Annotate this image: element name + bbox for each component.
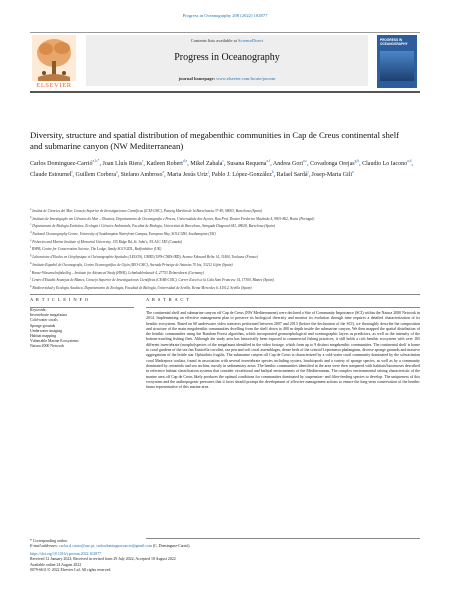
author-name[interactable]: Susana Requena (226, 161, 267, 167)
received-dates: Received 12 January 2022; Received in revised form 29 July 2022; Accepted 18 August 2022 (30, 557, 176, 562)
affiliation-item (30, 207, 422, 215)
affiliation-marker: h (30, 260, 32, 265)
publication-info (30, 552, 420, 573)
article-title: Diversity, structure and spatial distribution of megabenthic communities in Cap de Creus continental shelf and submarine canyon (NW Mediterranean) (30, 130, 400, 151)
keyword-item: Cold-water corals (30, 318, 58, 323)
affiliation-item (30, 253, 422, 261)
keyword-item: Vulnerable Marine Ecosystems (30, 339, 79, 344)
author-name[interactable]: Josep-Maria Gili (311, 172, 352, 179)
keyword-item: Habitat mapping (30, 334, 57, 339)
affiliation-item (30, 222, 422, 230)
affiliation-text: Laboratoire d'Etudes en Géophysique et Océanographie Spatiales (LEGOS), UMR5 (UPS-CNRS-IRD), Avenue Edouard Belin 14, 31400, Toulouse (France) (31, 255, 259, 260)
affiliation-item (30, 269, 422, 277)
keyword-item: Underwater imaging (30, 328, 63, 333)
author-name[interactable]: Claude Estournel (30, 172, 72, 179)
affiliation-item (30, 245, 422, 253)
affiliation-text: Hanse-Wissenschaftskolleg – Institute for Advanced Study (HWK), Lehmkuhlenbusch 4, 27753 Delmenhorst (Germany) (30, 270, 204, 275)
affiliation-text: Institut de Ciències del Mar, Consejo Superior de Investigaciones Científicas (ICM-CSIC), Passeig Marítim de la Barceloneta 37-49, 08003, Barcelona (Spain) (31, 209, 263, 214)
affiliation-text: Biodiversidad y Ecología Acuática, Departamento de Zoología, Facultad de Biología, Universidad de Sevilla, Reina Mercedes 6, 41012, Sevilla (Spain) (31, 286, 252, 291)
author-name[interactable]: Maria Jesús Uriz (167, 172, 208, 179)
affiliation-text: Departament de Biologia Evolutiva, Ecologia i Ciències Ambientals, Facultat de Biologia, Universitat de Barcelona, Avinguda Diagonal 643, 08028, Barcelona (Spain) (31, 224, 275, 229)
affiliation-text: RSPB, Centre for Conservation Science, The Lodge, Sandy SG19 2DL, Bedfordshire (UK) (31, 247, 162, 252)
author-name[interactable]: Carlos Dominguez-Carrió (30, 161, 93, 167)
journal-name: Progress in Oceanography (174, 52, 280, 63)
corresponding-author-note: * Corresponding author. (30, 539, 68, 543)
journal-reference-line[interactable]: Progress in Oceanography 208 (2022) 102877 (182, 13, 268, 18)
affiliation-marker: f (30, 245, 31, 250)
contents-line (86, 38, 368, 43)
affiliation-marker: b (30, 214, 32, 219)
doi-link[interactable]: https://doi.org/10.1016/j.pocean.2022.102877 (30, 552, 102, 556)
affiliation-marker: e (30, 237, 32, 242)
author-name[interactable]: Pablo J. López-González (211, 172, 272, 179)
author-list: Carlos Dominguez-Carrió$^{a,b,*}$, Joan Lluís Riera$^c$, Katleen Robert$^{d,e}$, Mikel Zabala$^c$, Susana Requena$^{a,f}$, Andrea Gori$^{a,c}$, Covadonga Orejas$^{g,h}$, Claudio Lo Iacono$^{a,d}$, Claude Estournel$^i$, Guillem Corbera$^a$, Stefano Ambroso$^a$, Maria Jesús Uriz$^j$, Pablo J. López-González$^k$, Rafael Sardá$^j$, Josep-Maria Gili$^a$ (30, 159, 413, 179)
homepage-link[interactable]: www.elsevier.com/locate/pocean (216, 76, 276, 81)
author-name[interactable]: Rafael Sardá (276, 172, 308, 179)
email-owner: (C. Dominguez-Carrió). (151, 544, 191, 549)
homepage-label: journal homepage: (178, 76, 217, 81)
affiliation-marker: c (30, 222, 32, 227)
author-name[interactable]: Stefano Ambroso (120, 172, 163, 179)
affiliation-list (30, 207, 422, 292)
affiliation-text: Instituto Español de Oceanografía, Centro Oceanográfico de Gijón (IEO-CSIC), Avenida Príncipe de Asturias 70 bis, 33212 Gijón (Spain) (31, 263, 233, 267)
sciencedirect-link[interactable]: ScienceDirect (238, 38, 264, 43)
affiliation-item (30, 215, 422, 223)
author-affiliation-marker[interactable]: a,d (407, 159, 412, 163)
affiliation-text: Centre d'Estudis Avançats de Blanes, Consejo Superior de Investigaciones Científicas (CEAB-CSIC), Carrer d'accés a la Cala Sant Francesc 14, 17300, Blanes (Spain) (30, 278, 274, 283)
author-affiliation-marker[interactable]: i (71, 170, 73, 175)
journal-cover-thumbnail[interactable] (377, 35, 417, 88)
footnotes (30, 539, 420, 550)
author-affiliation-marker[interactable]: j (307, 170, 309, 175)
author-affiliation-marker[interactable]: a (116, 170, 118, 175)
affiliation-text: Fisheries and Marine Institute of Memorial University, 155 Ridge Rd, St. John's, NL A1C 5R3 (Canada) (31, 239, 183, 244)
author-affiliation-marker[interactable]: a,c (303, 159, 308, 163)
author-affiliation-marker[interactable]: k (271, 170, 274, 175)
affiliation-item (30, 276, 422, 284)
affiliation-marker: k (30, 283, 32, 288)
keywords-list (30, 313, 134, 349)
journal-title-panel (86, 35, 368, 86)
keywords-box (30, 308, 134, 350)
journal-header (30, 32, 420, 93)
homepage-line (86, 76, 368, 81)
affiliation-item (30, 284, 422, 292)
section-divider (30, 294, 420, 295)
author-affiliation-marker[interactable]: j (207, 170, 209, 175)
author-affiliation-marker[interactable]: a,b,* (92, 159, 100, 163)
author-affiliation-marker[interactable]: a (352, 170, 354, 175)
cover-title: PROGRESS IN OCEANOGRAPHY (380, 38, 408, 46)
abstract-divider-top (146, 307, 420, 308)
affiliation-marker: g (30, 253, 32, 258)
affiliation-marker: j (30, 276, 31, 281)
author-name[interactable]: Guillem Corbera (75, 172, 116, 179)
abstract-heading: A B S T R A C T (146, 297, 190, 302)
email-label: E-mail addresses: (30, 544, 60, 549)
affiliation-item (30, 230, 422, 238)
abstract-text: The continental shelf and submarine canyon off Cap de Creus (NW Mediterranean) were declared a Site of Community Importance (SCI) within the Natura 2000 Network in 2014. Implementing an effective management plan to preserve its biological diversity and monitor its evolution through time requires a detailed characterization of its benthic ecosystem. Based on 60 underwater video transects performed between 2007 and 2013 (before the declaration of the SCI), we thoroughly describe the composition and structure of the main megabenthic communities dwelling from the shelf down to 400 m depth inside the submarine canyon. We then mapped the spatial distribution of the benthic communities using the Random Forest algorithm, which incorporated geomorphological and oceanographic layers as predictors, as well as the intensity of the bottom-trawling fishing fleet. Although the study area has historically been exposed to commercial fishing practices, it still holds a rich benthic ecosystem with over 165 different invertebrate (morpho)species of the megafauna identified in the video footage, which form up to 9 distinct megabenthic communities. The continental shelf is home to coral gardens of the sea fan Eunicella cavolini, sea pen and soft coral assemblages, dense beds of the crinoid Leptometra phalangium, diverse sponge grounds and massive aggregations of the brittle star Ophiothrix fragilis. The submarine canyon off Cap de Creus is characterized by a cold-water coral community dominated by the scleractinian coral Madrepora oculata, found in association with several invertebrate species including oysters, brachiopods and a variety of sponge species, as well as by a community dominated by ceriantids and sea urchins, mostly in sedimentary areas. The benthic communities identified in the area were then compared with habitats/biocenoses described in reference habitat classification systems that consider circalittoral and bathyal environments of the Mediterranean. The complex environmental setting characteristic of the marine area off Cap de Creus likely produces the optimal conditions for communities dominated by suspension- and filter-feeding species to develop. The uniqueness of this ecosystem and the anthropogenic pressures that it faces should prompt the development of effective management actions to ensure the long-term conservation of the benthic fauna representative of this marine area. (146, 310, 420, 390)
affiliation-text: Instituto de Investigação em Ciências do Mar – Okeanos, Departamento de Oceanografia e Pescas, Universidade dos Açores, Rua Prof. Doutor Frederico Machado 4, 9901-862, Horta (Portugal) (31, 216, 315, 221)
author-name[interactable]: Andrea Gori (272, 161, 304, 167)
author-affiliation-marker[interactable]: a (162, 170, 165, 175)
author-affiliation-marker[interactable]: c (222, 159, 224, 163)
keywords-title: Keywords: (30, 308, 47, 312)
affiliation-marker: i (30, 268, 31, 273)
author-name[interactable]: Joan Lluís Riera (102, 161, 142, 167)
available-online: Available online 24 August 2022 (30, 562, 82, 567)
affiliation-item (30, 238, 422, 246)
keyword-item: Sponge grounds (30, 323, 56, 328)
copyright-line: 0079-6611/© 2022 Elsevier Ltd. All rights reserved. (30, 567, 112, 572)
author-affiliation-marker[interactable]: c (141, 159, 144, 163)
author-name[interactable]: Katleen Robert (146, 161, 183, 167)
affiliation-marker: a (30, 207, 32, 211)
keyword-item: Invertebrate megafauna (30, 313, 67, 318)
author-name[interactable]: Mikel Zabala (190, 161, 223, 167)
email-line (30, 544, 420, 549)
affiliation-marker: d (30, 230, 32, 235)
affiliation-text: National Oceanography Centre, University of Southampton Waterfront Campus, European Way, SO14 3ZH, Southampton (UK) (31, 232, 216, 237)
contents-prefix: Contents lists available at (190, 38, 238, 43)
cover-image (380, 51, 414, 81)
email-links[interactable]: carlos.d.carrio@uac.pt, carlosdominguezcarrio@gmail.com (59, 544, 152, 549)
elsevier-tree-logo (32, 35, 76, 87)
author-name[interactable]: Covadonga Orejas (310, 161, 355, 167)
affiliation-item (30, 261, 422, 269)
author-name[interactable]: Claudio Lo Iacono (362, 161, 408, 167)
author-affiliation-marker[interactable]: a,f (266, 159, 271, 163)
author-affiliation-marker[interactable]: g,h (354, 159, 360, 163)
elsevier-wordmark: ELSEVIER (36, 82, 72, 89)
article-info-heading: A R T I C L E I N F O (30, 297, 90, 302)
author-affiliation-marker[interactable]: d,e (182, 159, 188, 163)
keyword-item: Natura 2000 Network (30, 344, 64, 349)
